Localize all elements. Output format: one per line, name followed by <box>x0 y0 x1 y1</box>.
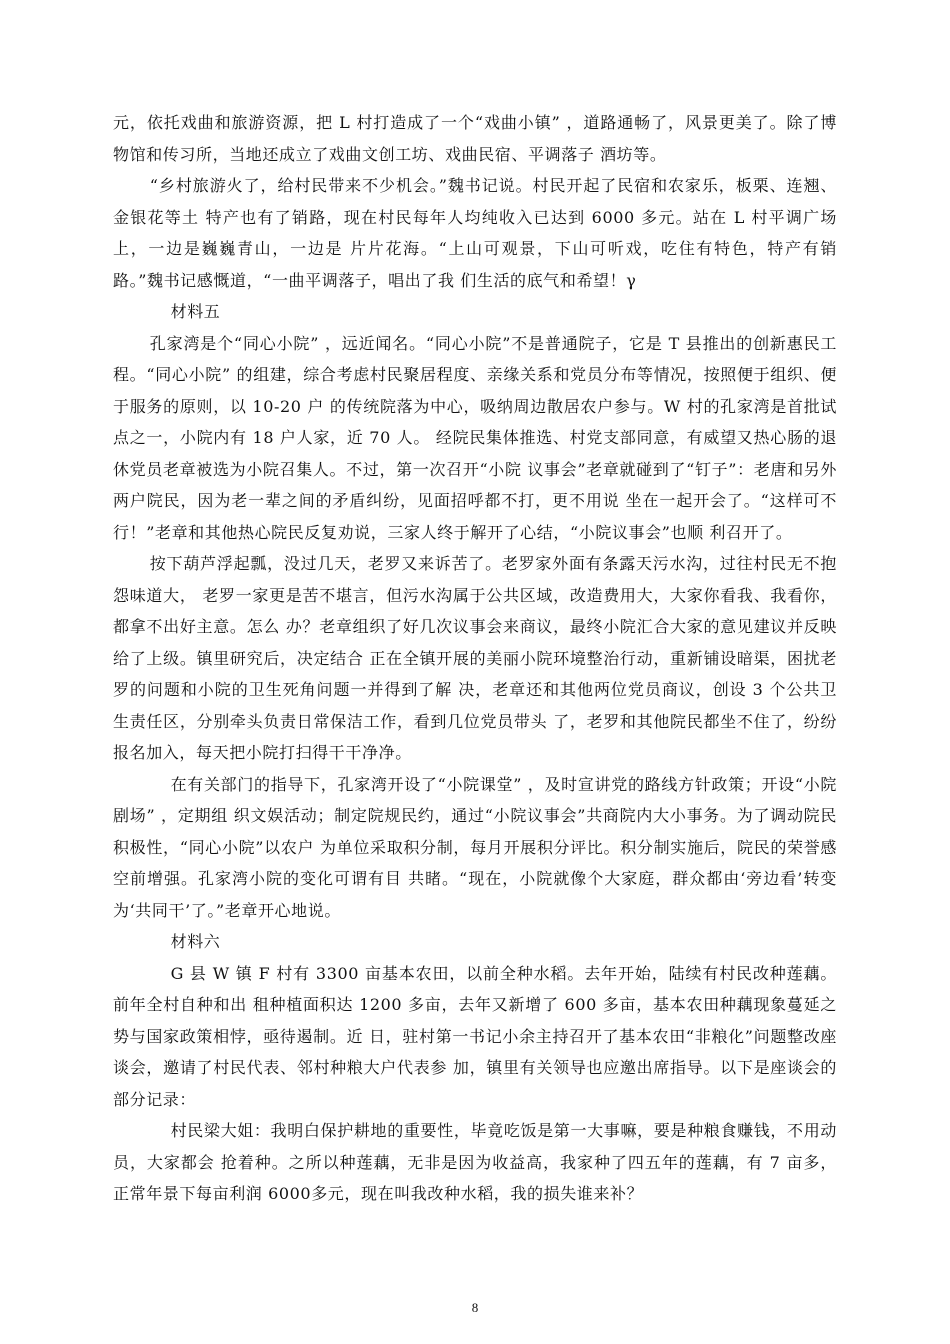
heading-material-6: 材料六 <box>170 932 221 951</box>
paragraph-tongxin-courtyard: 孔家湾是个“同心小院” ，远近闻名。“同心小院”不是普通院子，它是 T 县推出的创新惠民工程。“同心小院” 的组建，综合考虑村民聚居程度、亲缘关系和党员分布等情况，按照便于组织、便于服务的原则，以 10-20 户 的传统院落为中心，吸纳周边散居农户参与。W 村的孔家湾是首批试点之一，小院内有 18 户人家，近 70 人。 经院民集体推选、村党支部同意，有威望又热心肠的退休党员老章被选为小院召集人。不过，第一次召开“小院 议事会”老章就碰到了“钉子”：老唐和另外两户院民，因为老一辈之间的矛盾纠纷，见面招呼都不打，更不用说 坐在一起开会了。“这样可不行！”老章和其他热心院民反复劝说，三家人终于解开了心结，“小院议事会”也顺 利召开了。 <box>113 333 837 542</box>
paragraph-farmland-lotus: G 县 W 镇 F 村有 3300 亩基本农田，以前全种水稻。去年开始，陆续有村民改种莲藕。前年全村自种和出 租种植面积达 1200 多亩，去年又新增了 600 多亩，基本农田种藕现象蔓延之势与国家政策相悖，亟待遏制。近 日，驻村第一书记小余主持召开了基本农田“非粮化”问题整改座谈会，邀请了村民代表、邻村种粮大户代表参 加，镇里有关领导也应邀出席指导。以下是座谈会的部分记录： <box>113 963 837 1109</box>
heading-material-5: 材料五 <box>170 302 221 321</box>
page-number: 8 <box>471 1300 479 1315</box>
paragraph-sewage-ditch: 按下葫芦浮起瓢，没过几天，老罗又来诉苦了。老罗家外面有条露天污水沟，过往村民无不抱怨味道大， 老罗一家更是苦不堪言，但污水沟属于公共区域，改造费用大，大家你看我、我看你，都拿不出好主意。怎么 办？老章组织了好几次议事会来商议，最终小院汇合大家的意见建议并反映给了上级。镇里研究后，决定结合 正在全镇开展的美丽小院环境整治行动，重新铺设暗渠，困扰老罗的问题和小院的卫生死角问题一并得到了解 决，老章还和其他两位党员商议，创设 3 个公共卫生责任区，分别牵头负责日常保洁工作，看到几位党员带头 了，老罗和其他院民都坐不住了，纷纷报名加入，每天把小院打扫得干干净净。 <box>113 554 837 762</box>
paragraph-courtyard-classroom: 在有关部门的指导下，孔家湾开设了“小院课堂” ，及时宣讲党的路线方针政策；开设“小院剧场” ，定期组 织文娱活动；制定院规民约，通过“小院议事会”共商院内大小事务。为了调动院民积极性，“同心小院”以农户 为单位采取积分制，每月开展积分评比。积分制实施后，院民的荣誉感空前增强。孔家湾小院的变化可谓有目 共睹。“现在，小院就像个大家庭，群众都由‘旁边看’转变为‘共同干’了。”老章开心地说。 <box>113 774 837 920</box>
paragraph-villager-liang: 村民梁大姐：我明白保护耕地的重要性，毕竟吃饭是第一大事嘛，要是种粮食赚钱，不用动员，大家都会 抢着种。之所以种莲藕，无非是因为收益高，我家种了四五年的莲藕，有 7 亩多，正常年景下每亩利润 6000多元，现在叫我改种水稻，我的损失谁来补？ <box>113 1121 837 1203</box>
paragraph-secretary-wei-quote: “乡村旅游火了，给村民带来不少机会。”魏书记说。村民开起了民宿和农家乐，板栗、连翘、金银花等土 特产也有了销路，现在村民每年人均纯收入已达到 6000 多元。站在 L 村平调广场上，一边是巍巍青山，一边是 片片花海。“上山可观景，下山可听戏，吃住有特色，特产有销路。”魏书记感慨道，“一曲平调落子，唱出了我 们生活的底气和希望！γ <box>113 176 837 290</box>
document-body <box>113 107 837 1210</box>
paragraph-village-drama-town: 元，依托戏曲和旅游资源，把 L 村打造成了一个“戏曲小镇” ，道路通畅了，风景更美了。除了博物馆和传习所，当地还成立了戏曲文创工坊、戏曲民宿、平调落子 酒坊等。 <box>113 113 837 164</box>
